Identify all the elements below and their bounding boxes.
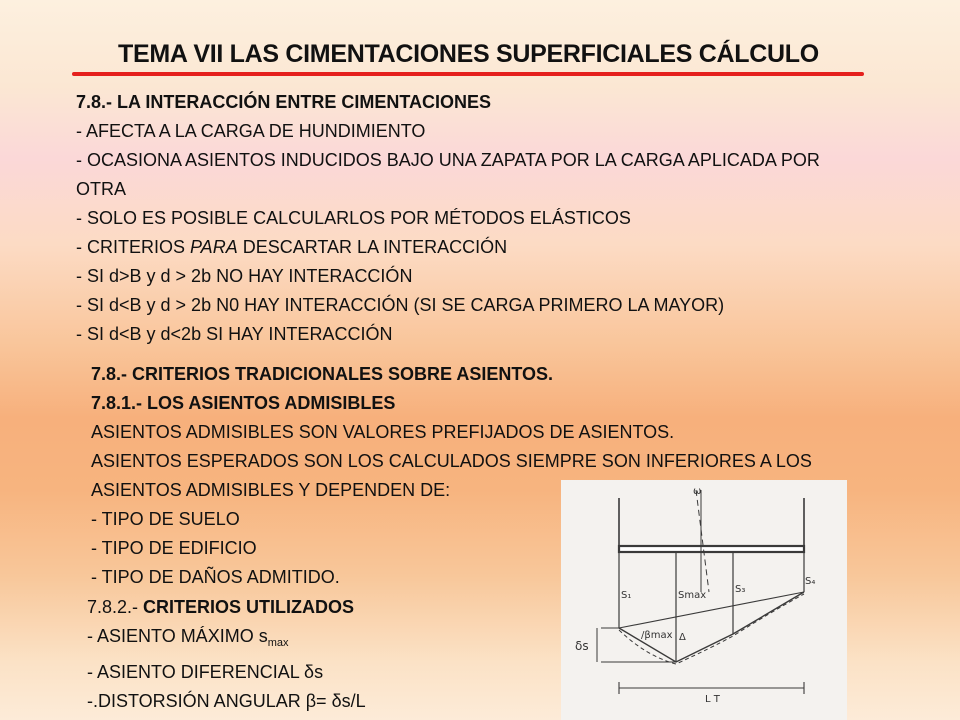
foundation-beam [619, 546, 804, 552]
criteria-used-section [87, 593, 366, 716]
beta-max-label: /βmax [641, 630, 673, 641]
delta-s-label: δs [575, 639, 589, 653]
settlement-diagram-svg [561, 480, 847, 720]
criteria-heading-number: 7.8.2.- [87, 597, 144, 617]
page-title: TEMA VII LAS CIMENTACIONES SUPERFICIALES CÁLCULO [118, 40, 819, 68]
settlement-line-1: ASIENTOS ADMISIBLES SON VALORES PREFIJADOS DE ASIENTOS. [91, 422, 675, 442]
settlement-line-4: - TIPO DE SUELO [91, 509, 240, 529]
interaction-line-5-post: DESCARTAR LA INTERACCIÓN [237, 237, 508, 257]
rotation-axis [696, 490, 709, 592]
criteria-heading [87, 593, 366, 622]
criteria-line-2: - ASIENTO DIFERENCIAL δs [87, 662, 324, 682]
criteria-line-3: -.DISTORSIÓN ANGULAR β= δs/L [87, 691, 366, 711]
interaction-line-5-pre: - CRITERIOS [76, 237, 191, 257]
interaction-line-7: - SI d<B y d > 2b N0 HAY INTERACCIÓN (SI SE CARGA PRIMERO LA MAYOR) [76, 295, 725, 315]
settlement-line-2: ASIENTOS ESPERADOS SON LOS CALCULADOS SIEMPRE SON INFERIORES A LOS [91, 451, 812, 471]
criteria-line-1-text: - ASIENTO MÁXIMO s [87, 626, 268, 646]
criteria-heading-text: CRITERIOS UTILIZADOS [143, 597, 355, 617]
title-underline [72, 72, 864, 76]
interaction-line-2: - OCASIONA ASIENTOS INDUCIDOS BAJO UNA ZAPATA POR LA CARGA APLICADA POR [76, 150, 820, 170]
interaction-line-8: - SI d<B y d<2b SI HAY INTERACCIÓN [76, 324, 393, 344]
settlement-heading: 7.8.- CRITERIOS TRADICIONALES SOBRE ASIENTOS. [91, 364, 554, 384]
interaction-line-5 [76, 233, 820, 262]
interaction-line-3: OTRA [76, 179, 127, 199]
s4-label: S₄ [805, 576, 816, 587]
admissible-subheading: 7.8.1.- LOS ASIENTOS ADMISIBLES [91, 393, 396, 413]
interaction-line-4: - SOLO ES POSIBLE CALCULARLOS POR MÉTODOS ELÁSTICOS [76, 208, 631, 228]
delta-label: Δ [679, 632, 686, 643]
settlement-line-5: - TIPO DE EDIFICIO [91, 538, 257, 558]
interaction-line-6: - SI d>B y d > 2b NO HAY INTERACCIÓN [76, 266, 413, 286]
settlement-line-6: - TIPO DE DAÑOS ADMITIDO. [91, 567, 340, 587]
interaction-line-5-italic: PARA [190, 237, 238, 257]
tilt-line [619, 592, 804, 628]
settlement-diagram [561, 480, 847, 720]
s1-label: S₁ [621, 590, 632, 601]
interaction-section [76, 88, 820, 349]
criteria-line-1-subscript: max [267, 637, 289, 649]
settlement-line-3: ASIENTOS ADMISIBLES Y DEPENDEN DE: [91, 480, 451, 500]
deformed-curve [619, 594, 804, 664]
smax-label: Smax [678, 590, 707, 601]
omega-label: ω [693, 486, 702, 497]
interaction-heading: 7.8.- LA INTERACCIÓN ENTRE CIMENTACIONES [76, 92, 492, 112]
criteria-line-1 [87, 622, 366, 658]
s3-label: S₃ [735, 584, 746, 595]
interaction-line-1: - AFECTA A LA CARGA DE HUNDIMIENTO [76, 121, 426, 141]
lt-label: L T [705, 694, 720, 705]
